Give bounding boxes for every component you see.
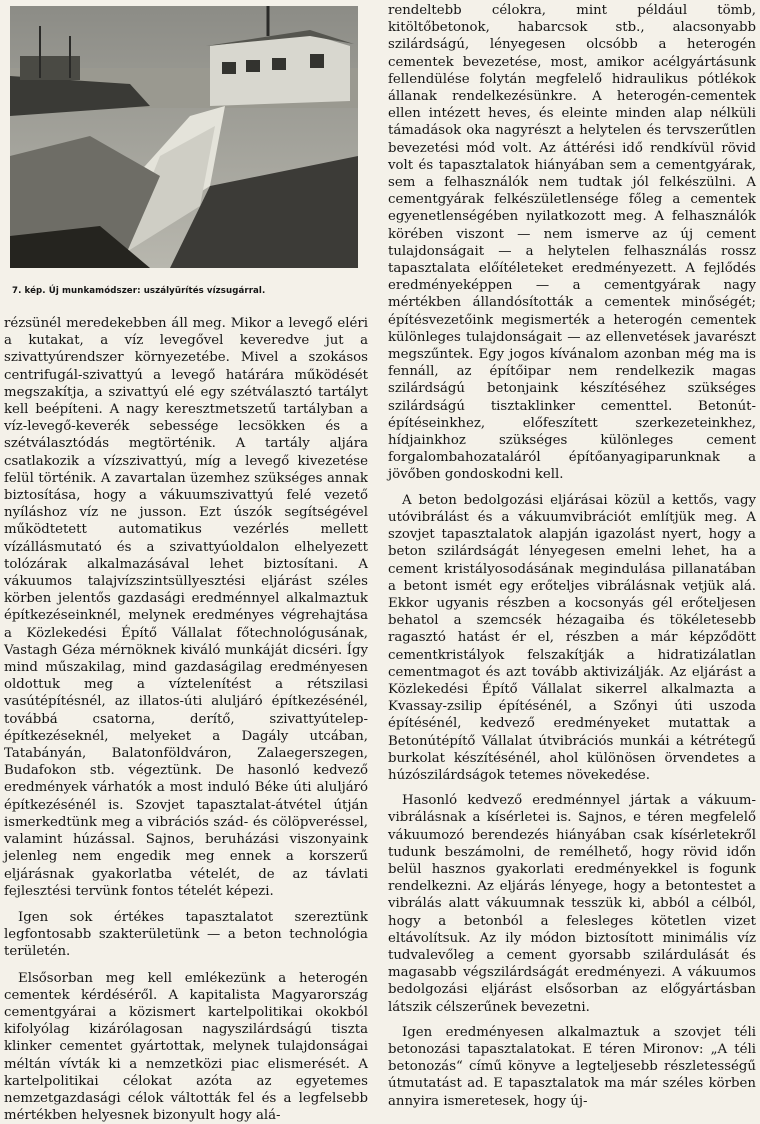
photo-barge-unloading-water-jet [10, 6, 358, 268]
paragraph: Igen eredményesen alkalmaztuk a szovjet téli betonozási tapasztalatokat. E téren Mironov: „A téli betonozás“ című könyve a legteljesebb részletességű útmutatást ad. E tapasztalatok ma már széles körben annyira ismeretesek, hogy új- [388, 1024, 756, 1109]
paragraph: rézsünél meredekebben áll meg. Mikor a levegő eléri a kutakat, a víz levegővel keveredve jut a szivattyúrendszer környezetébe. Mivel a szokásos centrifugál-szivattyú a levegő határára működését megszakítja, a szivattyú elé egy szétválasztó tartályt kell beépíteni. A nagy keresztmetszetű tartályban a víz-levegő-keverék sebessége lecsökken és a szétválasztódás megtörténik. A tartály aljára csatlakozik a vízszivattyú, míg a levegő kivezetése felül történik. A zavartalan üzemhez szükséges annak biztosítása, hogy a vákuumszivattyú felé vezető nyíláshoz víz ne jusson. Ezt úszók segítségével működtetett automatikus vezérlés mellett vízállásmutató és a szivattyúoldalon elhelyezett tolózárak alkalmazásával lehet biztosítani. A vákuumos talajvízszintsüllyesztési eljárást széles körben jelentős gazdasági eredménnyel alkalmaztuk építkezéseinknél, melynek eredményes végrehajtása a Közlekedési Építő Vállalat főtechnológusának, Vastagh Géza mérnöknek kiváló munkáját dicséri. Így mind műszakilag, mind gazdaságilag eredményesen oldottuk meg a víztelenítést a rétszilasi vasútépítésnél, az illatos-úti aluljáró építkezésénél, továbbá csatorna, derítő, szivattyútelep-építkezéseknél, melyeket a Dagály utcában, Tatabányán, Balatonföldváron, Zalaegerszegen, Budafokon stb. végeztünk. De hasonló kedvező eredmények várhatók a most induló Béke úti aluljáró építkezésénél is. Szovjet tapasztalat-átvétel útján ismerkedtünk meg a vibrációs szád- és cölöpveréssel, valamint húzással. Sajnos, beruházási viszonyaink jelenleg nem engedik meg ennek a korszerű eljárásnak gyakorlatba vételét, de az távlati fejlesztési tervünk fontos tételét képezi. [4, 316, 368, 899]
paragraph: Hasonló kedvező eredménnyel jártak a vákuum-vibrálásnak a kísérletei is. Sajnos, e téren megfelelő vákuumozó berendezés hiányában csak kísérletekről tudunk beszámolni, de remélhető, hogy rövid időn belül hasznos gyakorlati eredményekkel is fogunk rendelkezni. Az eljárás lényege, hogy a betontestet a vibrálás alatt vákuumnak tesszük ki, abból a célból, hogy a betonból a felesleges kötetlen vizet eltávolítsuk. Az ily módon biztosított minimális víz tudvalevőleg a cement gyorsabb szilárdulását és magasabb végszilárdságát eredményezi. A vákuumos bedolgozási eljárást elsősorban az előgyártásban látszik célszerűnek bevezetni. [388, 793, 756, 1015]
right-column [388, 2, 756, 1110]
paragraph: A beton bedolgozási eljárásai közül a kettős, vagy utóvibrálást és a vákuumvibrációt említjük meg. A szovjet tapasztalatok alapján igazolást nyert, hogy a beton szilárdságát lényegesen emelni lehet, ha a cement kristályosodásának megindulása pillanatában a betont ismét egy erőteljes vibrálásnak vetjük alá. Ekkor ugyanis részben a kocsonyás gél erőteljesen behatol a szemcsék hézagaiba és tökéletesebb ragasztó hatást ér el, részben a már képződött cementkristályok felszakítják a hidratizálatlan cementmagot és azt tovább aktivizálják. Az eljárást a Közlekedési Építő Vállalat sikerrel alkalmazta a Kvassay-zsilip építésénél, a Szőnyi úti uszoda építésénél, kedvező eredményeket mutattak a Betonútépítő Vállalat útvibrációs munkái a kétrétegű burkolat készítésénél, ahol különösen örvendetes a húzószilárdságok tetemes növekedése. [388, 492, 756, 783]
figure-caption: 7. kép. Új munkamódszer: uszályürítés vízsugárral. [12, 286, 266, 296]
paragraph: rendeltebb célokra, mint például tömb, kitöltőbetonok, habarcsok stb., alacsonyabb szilárdságú, lényegesen olcsóbb a heterogén cementek bevezetése, most, amikor acélgyártásunk fellendülése folytán megfelelő hidraulikus pótlékok állanak rendelkezésünkre. A heterogén-cementek ellen intézett heves, és eleinte minden alap nélküli támadások oka nagyrészt a helytelen és tervszerűtlen bevezetési mód volt. Az áttérési idő rendkívül rövid volt és tapasztalatok hiányában sem a cementgyárak, sem a felhasználók nem tudtak jól felkészülni. A cementgyárak felkészületlensége főleg a cementek egyenetlenségében nyilatkozott meg. A felhasználók körében viszont — nem ismerve az új cement tulajdonságait — a helytelen felhasználás rossz tapasztalata előítéleteket eredményezett. A fejlődés eredményeképpen — a cementgyárak nagy mértékben állandósították a cementek minőségét; építésvezetőink megismerték a heterogén cementek különleges tulajdonságait — az ellenvetések javarészt megszűntek. Egy jogos kívánalom azonban még ma is fennáll, az építőipar nem rendelkezik magas szilárdságú betonjaink készítéséhez szükséges szilárdságú tisztaklinker cementtel. Betonút-építéseinkhez, előfeszített szerkezeteinkhez, hídjainkhoz szükséges különleges cement forgalombahozataláról építőanyagiparunknak a jövőben gondoskodni kell. [388, 3, 756, 483]
paragraph: Igen sok értékes tapasztalatot szereztünk legfontosabb szakterületünk — a beton technológia területén. [4, 909, 368, 960]
left-column [4, 0, 368, 1124]
figure [10, 6, 358, 297]
paragraph: Elsősorban meg kell emlékezünk a heterogén cementek kérdéséről. A kapitalista Magyarország cementgyárai a közismert kartelpolitikai okokból kifolyólag kizárólagosan nagyszilárdságú tiszta klinker cementet gyártottak, melynek tulajdonságai méltán vívták ki a nemzetközi piac elismerését. A kartelpolitikai célokat azóta az egyetemes nemzetgazdasági célok váltották fel és a legfelsebb mértékben helyesnek bizonyult hogy alá- [4, 970, 368, 1124]
